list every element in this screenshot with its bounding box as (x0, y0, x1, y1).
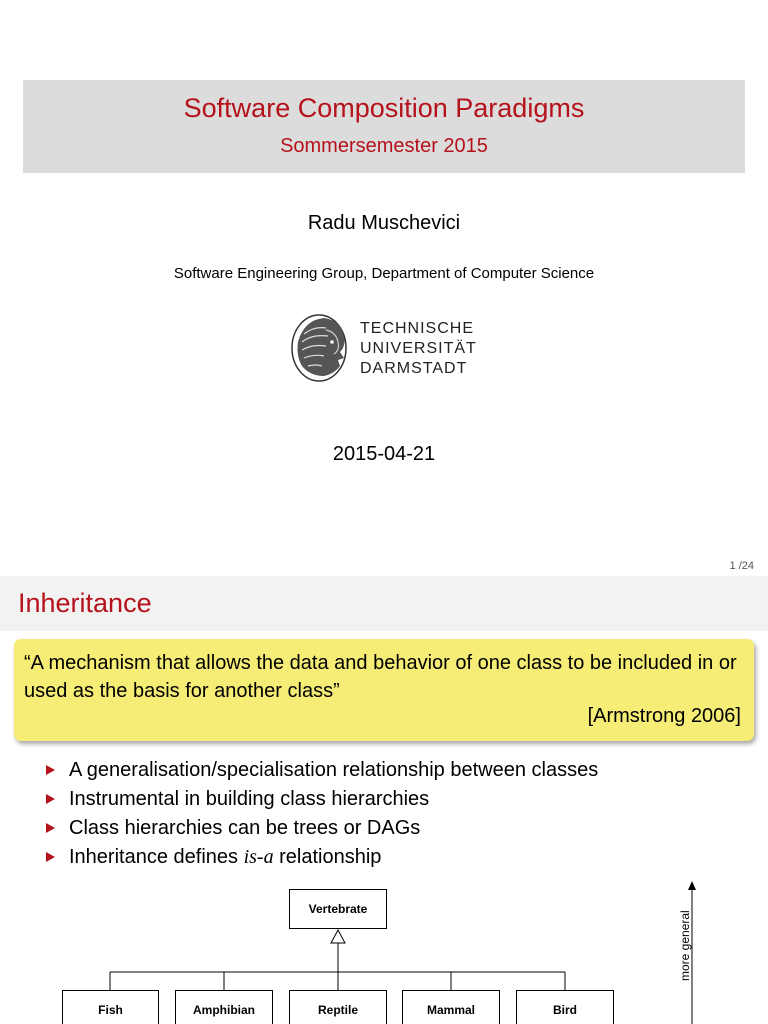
university-logo (290, 312, 490, 384)
isa-emphasis: is-a (243, 846, 274, 868)
presentation-date: 2015-04-21 (332, 443, 436, 465)
axis-arrow-icon (688, 881, 696, 890)
class-hierarchy-diagram (0, 881, 768, 1024)
uml-class-mammal: Mammal (402, 990, 500, 1024)
bullet-triangle-icon (46, 852, 55, 862)
frame-title-bar (0, 576, 768, 631)
bullet-item (46, 843, 598, 872)
page-number: 1 /24 (729, 560, 754, 572)
quote-text: “A mechanism that allows the data and behavior of one class to be included in or used as the basis for another class” (24, 652, 737, 702)
inheritance-slide (0, 576, 768, 1024)
uml-class-reptile: Reptile (289, 990, 387, 1024)
presentation-subtitle: Sommersemester 2015 (280, 135, 488, 157)
quote-block (14, 639, 754, 741)
title-box (23, 80, 745, 173)
axis-label: more general (678, 910, 692, 981)
bullet-item (46, 756, 598, 785)
bullet-text: Inheritance defines (69, 846, 244, 868)
logo-line-3: DARMSTADT (360, 360, 468, 377)
bullet-item (46, 785, 598, 814)
athena-head-icon (290, 312, 352, 384)
bullet-text: Instrumental in building class hierarchies (69, 788, 430, 810)
uml-class-vertebrate: Vertebrate (289, 889, 387, 929)
bullet-text: Class hierarchies can be trees or DAGs (69, 817, 421, 839)
bullet-text-tail: relationship (273, 846, 382, 868)
bullet-list (46, 756, 598, 872)
institute: Software Engineering Group, Department of Computer Science (173, 265, 595, 282)
frame-title: Inheritance (18, 588, 152, 618)
bullet-item (46, 814, 598, 843)
bullet-triangle-icon (46, 765, 55, 775)
logo-line-2: UNIVERSITÄT (360, 340, 477, 357)
bullet-text: A generalisation/specialisation relationship between classes (69, 759, 599, 781)
bullet-triangle-icon (46, 794, 55, 804)
presentation-title: Software Composition Paradigms (183, 93, 585, 123)
quote-citation: [Armstrong 2006] (587, 705, 741, 727)
logo-line-1: TECHNISCHE (360, 320, 475, 337)
bullet-triangle-icon (46, 823, 55, 833)
generalization-arrow-icon (331, 930, 345, 943)
author-name: Radu Muschevici (307, 212, 461, 234)
uml-class-amphibian: Amphibian (175, 990, 273, 1024)
uml-class-fish: Fish (62, 990, 159, 1024)
uml-class-bird: Bird (516, 990, 614, 1024)
university-name (360, 319, 477, 379)
